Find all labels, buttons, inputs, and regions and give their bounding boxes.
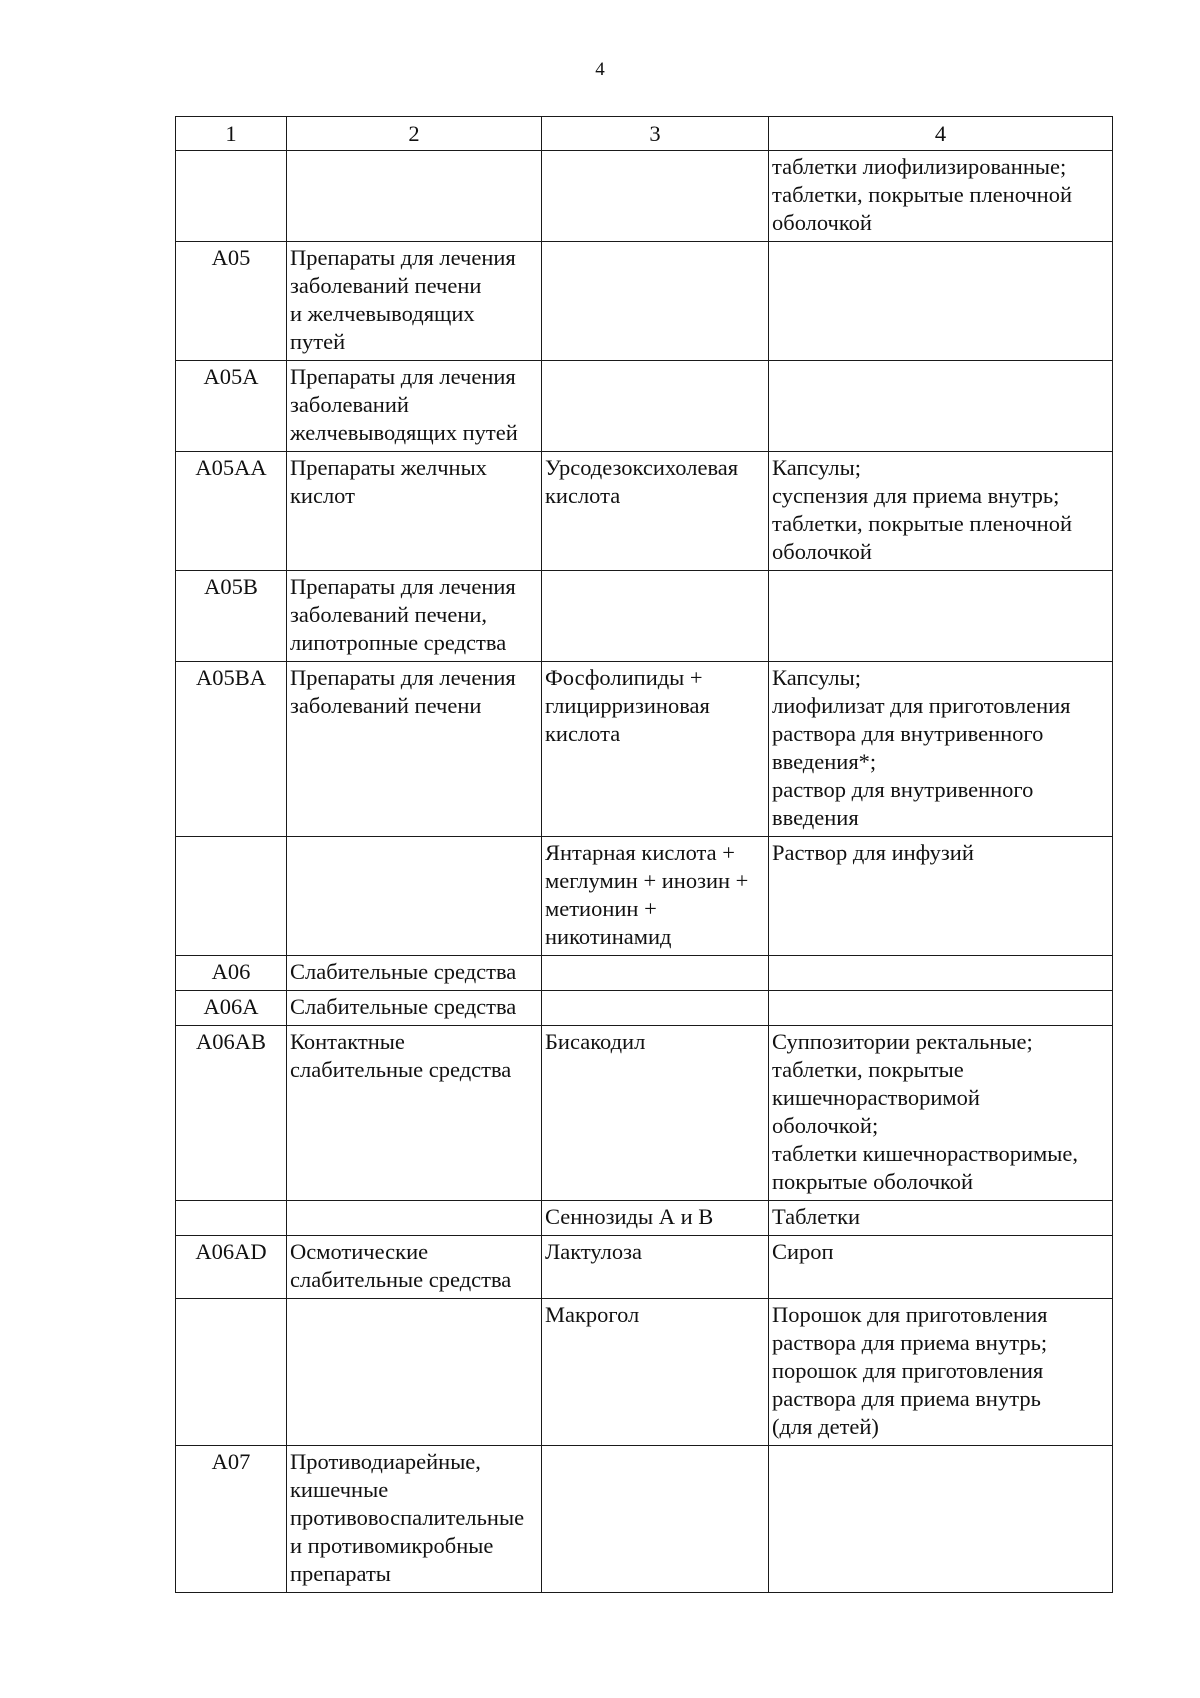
cell-text-line: путей	[290, 329, 346, 354]
dosage-forms-cell	[769, 1026, 1113, 1201]
cell-text-line: Сеннозиды А и В	[545, 1204, 714, 1229]
dosage-forms-cell	[769, 1446, 1113, 1593]
table-row	[176, 956, 1113, 991]
substance-cell	[542, 1446, 769, 1593]
atc-code-cell	[176, 151, 287, 242]
cell-text-line: противовоспалительные	[290, 1505, 525, 1530]
column-header-4: 4	[769, 117, 1113, 151]
table-row	[176, 1236, 1113, 1299]
cell-text-line: липотропные средства	[290, 630, 507, 655]
column-header-1: 1	[176, 117, 287, 151]
cell-text-line: Контактные	[290, 1029, 405, 1054]
cell-text-line: оболочкой	[772, 539, 872, 564]
cell-text-line: меглумин + инозин +	[545, 868, 749, 893]
cell-text-line: Капсулы;	[772, 455, 861, 480]
cell-text-line: и противомикробные	[290, 1533, 494, 1558]
group-name-cell	[287, 837, 542, 956]
table-row	[176, 837, 1113, 956]
cell-text-line: раствора для приема внутрь;	[772, 1330, 1048, 1355]
atc-code-cell	[176, 837, 287, 956]
cell-text-line: кислота	[545, 483, 621, 508]
group-name-cell	[287, 1446, 542, 1593]
atc-code-cell: A06AD	[176, 1236, 287, 1299]
substance-cell	[542, 837, 769, 956]
cell-text-line: Препараты для лечения	[290, 665, 516, 690]
cell-text-line: таблетки, покрытые	[772, 1057, 964, 1082]
group-name-cell	[287, 361, 542, 452]
cell-text-line: Урсодезоксихолевая	[545, 455, 739, 480]
cell-text-line: глицирризиновая	[545, 693, 710, 718]
cell-text-line: порошок для приготовления	[772, 1358, 1044, 1383]
cell-text-line: Янтарная кислота +	[545, 840, 735, 865]
cell-text-line: Препараты для лечения	[290, 574, 516, 599]
dosage-forms-cell	[769, 956, 1113, 991]
table-row	[176, 991, 1113, 1026]
group-name-cell	[287, 571, 542, 662]
table-row	[176, 662, 1113, 837]
cell-text-line: Препараты для лечения	[290, 364, 516, 389]
cell-text-line: Препараты желчных	[290, 455, 487, 480]
substance-cell	[542, 242, 769, 361]
table-row	[176, 151, 1113, 242]
cell-text-line: слабительные средства	[290, 1267, 512, 1292]
cell-text-line: таблетки кишечнорастворимые,	[772, 1141, 1078, 1166]
atc-code-cell: A05B	[176, 571, 287, 662]
atc-code-cell: A05BA	[176, 662, 287, 837]
table-row	[176, 1201, 1113, 1236]
table-row	[176, 571, 1113, 662]
dosage-forms-cell	[769, 1236, 1113, 1299]
cell-text-line: заболеваний печени	[290, 273, 482, 298]
cell-text-line: заболеваний	[290, 392, 409, 417]
group-name-cell	[287, 662, 542, 837]
group-name-cell	[287, 1299, 542, 1446]
group-name-cell	[287, 452, 542, 571]
cell-text-line: Фосфолипиды +	[545, 665, 703, 690]
cell-text-line: Противодиарейные,	[290, 1449, 481, 1474]
group-name-cell	[287, 242, 542, 361]
cell-text-line: метионин +	[545, 896, 657, 921]
group-name-cell	[287, 151, 542, 242]
cell-text-line: Слабительные средства	[290, 994, 517, 1019]
cell-text-line: Таблетки	[772, 1204, 861, 1229]
substance-cell	[542, 1026, 769, 1201]
substance-cell	[542, 452, 769, 571]
group-name-cell	[287, 1201, 542, 1236]
substance-cell	[542, 1236, 769, 1299]
column-header-3: 3	[542, 117, 769, 151]
dosage-forms-cell	[769, 242, 1113, 361]
cell-text-line: Препараты для лечения	[290, 245, 516, 270]
cell-text-line: кишечнорастворимой	[772, 1085, 980, 1110]
cell-text-line: Раствор для инфузий	[772, 840, 974, 865]
substance-cell	[542, 361, 769, 452]
atc-code-cell: A07	[176, 1446, 287, 1593]
cell-text-line: (для детей)	[772, 1414, 879, 1439]
table-row	[176, 1026, 1113, 1201]
dosage-forms-cell	[769, 571, 1113, 662]
table-body	[176, 151, 1113, 1593]
cell-text-line: желчевыводящих путей	[290, 420, 518, 445]
table-row	[176, 452, 1113, 571]
dosage-forms-cell	[769, 452, 1113, 571]
cell-text-line: введения	[772, 805, 859, 830]
dosage-forms-cell	[769, 1201, 1113, 1236]
cell-text-line: Лактулоза	[545, 1239, 643, 1264]
cell-text-line: кислот	[290, 483, 355, 508]
cell-text-line: кислота	[545, 721, 621, 746]
cell-text-line: Осмотические	[290, 1239, 429, 1264]
cell-text-line: лиофилизат для приготовления	[772, 693, 1071, 718]
atc-code-cell: A05A	[176, 361, 287, 452]
group-name-cell	[287, 991, 542, 1026]
cell-text-line: Слабительные средства	[290, 959, 517, 984]
substance-cell	[542, 662, 769, 837]
table-header-row	[176, 117, 1113, 151]
drug-table	[175, 116, 1113, 1593]
cell-text-line: заболеваний печени,	[290, 602, 488, 627]
atc-code-cell: A06A	[176, 991, 287, 1026]
cell-text-line: слабительные средства	[290, 1057, 512, 1082]
table-row	[176, 1446, 1113, 1593]
group-name-cell	[287, 1236, 542, 1299]
cell-text-line: раствора для приема внутрь	[772, 1386, 1041, 1411]
cell-text-line: кишечные	[290, 1477, 389, 1502]
cell-text-line: таблетки, покрытые пленочной	[772, 511, 1073, 536]
atc-code-cell: A06AB	[176, 1026, 287, 1201]
atc-code-cell	[176, 1201, 287, 1236]
cell-text-line: таблетки, покрытые пленочной	[772, 182, 1073, 207]
atc-code-cell: A05	[176, 242, 287, 361]
cell-text-line: суспензия для приема внутрь;	[772, 483, 1060, 508]
cell-text-line: покрытые оболочкой	[772, 1169, 974, 1194]
cell-text-line: раствора для внутривенного	[772, 721, 1044, 746]
cell-text-line: Капсулы;	[772, 665, 861, 690]
cell-text-line: таблетки лиофилизированные;	[772, 154, 1067, 179]
substance-cell	[542, 956, 769, 991]
dosage-forms-cell	[769, 361, 1113, 452]
column-header-2: 2	[287, 117, 542, 151]
table-row	[176, 242, 1113, 361]
cell-text-line: введения*;	[772, 749, 877, 774]
cell-text-line: Макрогол	[545, 1302, 640, 1327]
substance-cell	[542, 1299, 769, 1446]
atc-code-cell	[176, 1299, 287, 1446]
substance-cell	[542, 571, 769, 662]
dosage-forms-cell	[769, 662, 1113, 837]
cell-text-line: и желчевыводящих	[290, 301, 475, 326]
dosage-forms-cell	[769, 991, 1113, 1026]
atc-code-cell: A05AA	[176, 452, 287, 571]
substance-cell	[542, 991, 769, 1026]
cell-text-line: оболочкой	[772, 210, 872, 235]
table-row	[176, 1299, 1113, 1446]
cell-text-line: оболочкой;	[772, 1113, 879, 1138]
substance-cell	[542, 151, 769, 242]
cell-text-line: Порошок для приготовления	[772, 1302, 1048, 1327]
cell-text-line: Бисакодил	[545, 1029, 646, 1054]
atc-code-cell: A06	[176, 956, 287, 991]
substance-cell	[542, 1201, 769, 1236]
dosage-forms-cell	[769, 837, 1113, 956]
cell-text-line: Сироп	[772, 1239, 834, 1264]
group-name-cell	[287, 1026, 542, 1201]
group-name-cell	[287, 956, 542, 991]
table-row	[176, 361, 1113, 452]
dosage-forms-cell	[769, 151, 1113, 242]
dosage-forms-cell	[769, 1299, 1113, 1446]
cell-text-line: никотинамид	[545, 924, 672, 949]
cell-text-line: заболеваний печени	[290, 693, 482, 718]
cell-text-line: Суппозитории ректальные;	[772, 1029, 1033, 1054]
cell-text-line: препараты	[290, 1561, 391, 1586]
cell-text-line: раствор для внутривенного	[772, 777, 1034, 802]
page-number: 4	[595, 59, 605, 80]
